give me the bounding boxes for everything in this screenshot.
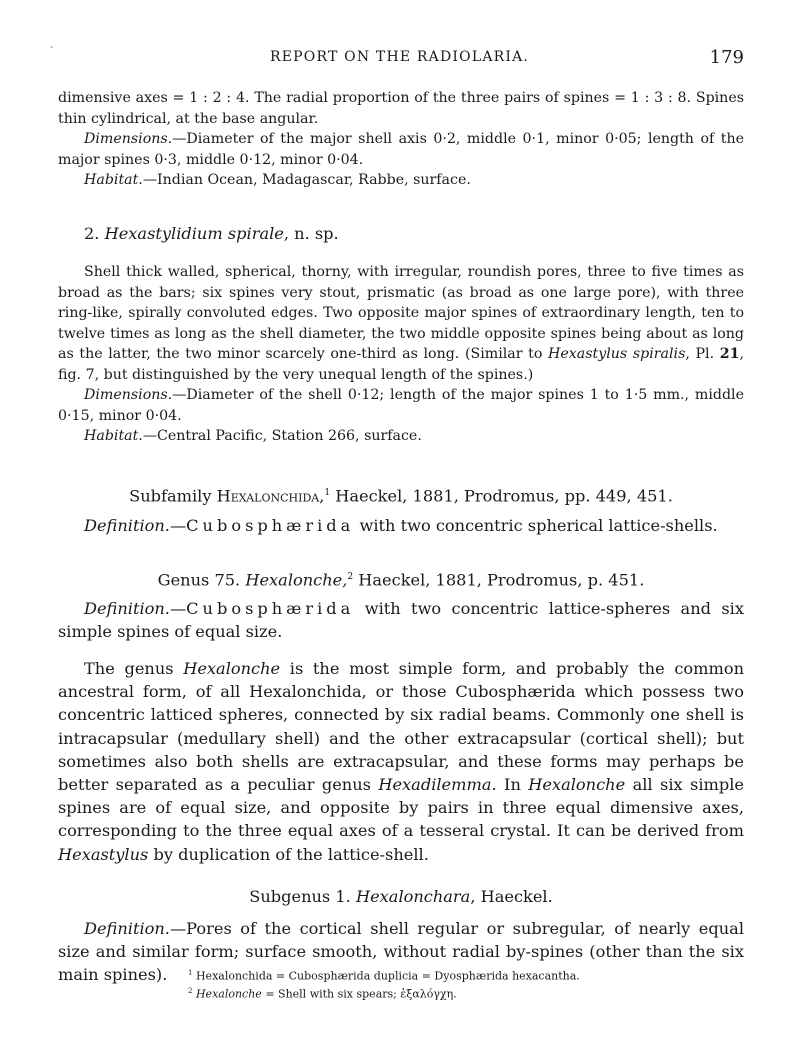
margin-mark: - (50, 42, 54, 53)
definition-text: —Pores of the cortical shell regular or subregular, of nearly equal size and similar form; surface smooth, without radial by-spines (other than the six main spines). (58, 919, 744, 984)
subgenus-citation: , Haeckel. (470, 887, 553, 906)
genus-name-ref: Hexalonche (528, 775, 626, 795)
plate-number: 21 (719, 346, 740, 362)
footnote-ref-2: 2 (347, 572, 354, 582)
subfamily-name: Hexalonchida, (216, 486, 325, 506)
species-number: 2. (84, 224, 100, 243)
paragraph-text: is the most simple form, and probably the common ancestral form, of all Hexalonchida, or those Cubosphærida which possess two concentric latticed spheres, connected by six radial beams. Commonly one shell is intracapsular (medullary shell) and the other extracapsular (cortical shell); but sometimes also both shells are extracapsular, and these forms may perhaps be better separated as a peculiar genus (58, 659, 744, 795)
habitat-text: —Central Pacific, Station 266, surface. (142, 428, 422, 444)
dimensions-text: —Diameter of the shell 0·12; length of the major spines 1 to 1·5 mm., middle 0·15, minor 0·04. (58, 387, 744, 424)
genus-citation: Haeckel, 1881, Prodromus, p. 451. (353, 570, 645, 590)
genus-name-ref: Hexadilemma. (378, 775, 497, 795)
footnote-term: Hexalonche (195, 987, 262, 1001)
species1-dimensions (58, 129, 744, 170)
genus-name-ref: Hexalonche (183, 659, 281, 678)
genus-paragraph (58, 657, 744, 866)
footnote-mark: 1 (188, 969, 193, 977)
species2-heading (58, 223, 744, 245)
genus-name: Hexalonche, (245, 570, 348, 590)
footnote-2 (188, 984, 744, 1002)
definition-label: Definition. (84, 516, 170, 535)
genus-prefix: Genus 75. (157, 570, 246, 590)
genus-heading (58, 566, 744, 591)
subfamily-heading (58, 482, 744, 507)
species2-description (58, 262, 744, 385)
species-name: Hexastylidium spirale (104, 224, 284, 243)
footnote-mark: 2 (188, 986, 193, 995)
running-title: REPORT ON THE RADIOLARIA. (270, 49, 530, 65)
definition-text: with two concentric lattice-spheres and six simple spines of equal size. (58, 599, 744, 641)
habitat-label: Habitat. (84, 428, 143, 444)
paragraph-text: The genus (84, 659, 184, 678)
description-text: , Pl. (685, 346, 720, 362)
species2-habitat (58, 426, 744, 447)
habitat-label: Habitat. (84, 172, 143, 188)
subfamily-citation: Haeckel, 1881, Prodromus, pp. 449, 451. (330, 486, 673, 506)
dimensions-label: Dimensions. (84, 387, 173, 403)
definition-label: Definition. (84, 599, 170, 618)
footnote-text: Hexalonchida = Cubosphærida duplicia = Dyosphærida hexacantha. (192, 969, 580, 983)
running-header (58, 49, 744, 73)
subgenus-heading (58, 886, 744, 908)
paragraph-text: all six simple spines are of equal size, and opposite by pairs in three equal dimensive axes, corresponding to the three equal axes of a tesseral crystal. It can be derived from (58, 775, 744, 841)
habitat-text: —Indian Ocean, Madagascar, Rabbe, surface. (142, 172, 471, 188)
genus-name-ref: Hexastylus (58, 844, 149, 864)
dimensions-text: —Diameter of the major shell axis 0·2, middle 0·1, minor 0·05; length of the major spines 0·3, middle 0·12, minor 0·04. (58, 131, 744, 168)
definition-term: Cubosphærida (186, 599, 355, 618)
footnotes (58, 966, 744, 1001)
footnote-greek: ἑξαλόγχη. (400, 987, 457, 1001)
species2-body (58, 262, 744, 447)
species1-description: dimensive axes = 1 : 2 : 4. The radial proportion of the three pairs of spines = 1 : 3 : 8. Spines thin cylindrical, at the base angular. (58, 90, 744, 127)
description-text: Shell thick walled, spherical, thorny, with irregular, roundish pores, three to five times as broad as the bars; six spines very stout, prismatic (as broad as one large pore), with three ring-like, spirally convoluted edges. Two opposite major spines of extraordinary length, ten to twelve times as long as the shell diameter, the two middle opposite spines being about as long as the latter, the two minor scarcely one-third as long. (Similar to (58, 264, 744, 362)
species-suffix: , n. sp. (283, 224, 339, 243)
footnote-ref-1: 1 (324, 488, 331, 498)
subfamily-definition (58, 514, 744, 537)
description-text: , fig. 7, but distinguished by the very unequal length of the spines.) (58, 346, 744, 383)
paragraph-text: by duplication of the lattice-shell. (148, 844, 429, 864)
species1-continuation (58, 88, 744, 191)
definition-label: Definition. (84, 919, 170, 938)
subgenus-prefix: Subgenus 1. (249, 887, 356, 906)
footnote-1 (188, 966, 744, 984)
subfamily-prefix: Subfamily (129, 486, 217, 506)
species2-dimensions (58, 385, 744, 426)
definition-dash: — (169, 599, 187, 618)
definition-dash: — (169, 516, 187, 535)
reference-species: Hexastylus spiralis (548, 346, 686, 362)
genus-definition (58, 597, 744, 643)
page-number: 179 (709, 47, 744, 68)
subgenus-name: Hexalonchara (355, 887, 471, 906)
paragraph-text: In (496, 775, 529, 795)
definition-text: with two concentric spherical lattice-shells. (354, 516, 718, 535)
dimensions-label: Dimensions. (84, 131, 173, 147)
definition-term: Cubosphærida (186, 516, 355, 535)
footnote-text: = Shell with six spears; (261, 987, 401, 1001)
species1-habitat (58, 170, 744, 191)
